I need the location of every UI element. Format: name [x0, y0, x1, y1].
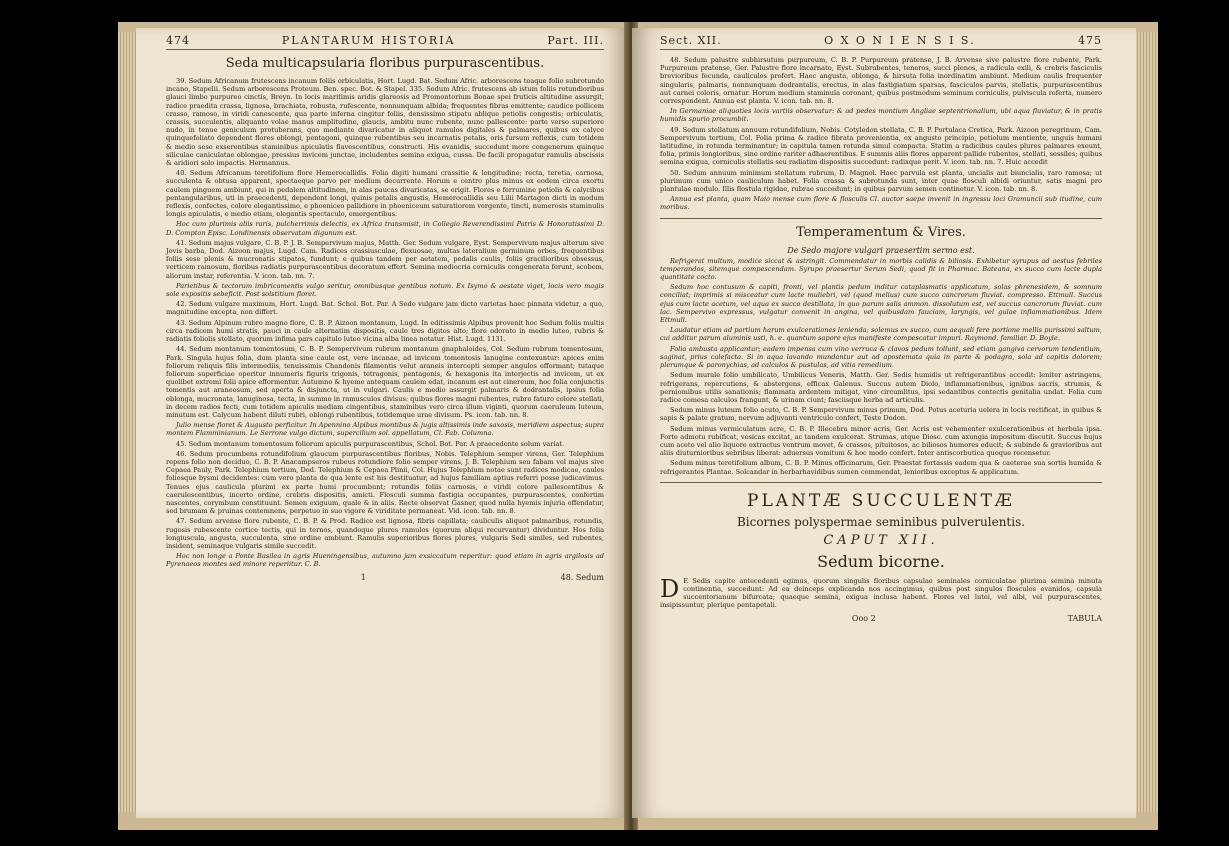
entry-paragraph: In Germaniae aliquoties locis vartiis observatur: & ad pedes montium Angliae septentrionalium, ubi aqua fluviatur, & in pratis humidis spurio procumbit. [660, 107, 1102, 124]
temperament-paragraph: Laudatur etiam ad partium harum exulcerationes lenienda; solemus ex succo, cum aequali fere portione mellis purissimi saltum, cui additur parum aluminis usti, h. e. quantum sapore ejus manifeste compescatur impuri. Raymond. familiar. D. Boyle. [660, 326, 1102, 343]
entry-paragraph: Parietibus & tectorum imbricamentis vulgo seritur, omnibusque gentibus notum. Ex Isymo & aestate viget, locis vero magis sole expositis sebeficit. Post solstitium floret. [166, 281, 604, 299]
temperament-title: Temperamentum & Vires. [796, 224, 966, 240]
part-label: Part. III. [547, 34, 604, 47]
running-header-right [660, 34, 1102, 50]
entry-paragraph: Annua est planta, quam Maio mense cum flore & flosculis Cl. auctor saepe invenit in ingressu loci Gramuncii sub itudine, cum moribus. [660, 195, 1102, 212]
running-title: PLANTARUM HISTORIA [281, 34, 456, 47]
page-footer-right [660, 614, 1102, 623]
entry-paragraph: 47. Sedum arvense flore rubente, C. B. P. & Prod. Radice est lignosa, fibris capillata; cauliculis aliquot palmaribus, rotundis, rugosis rubescente cortice tectis, qui in ternos, quandoque plures ramulos (quorum aliqui recurvantur) dividuntur. Hos folia longiuscula, angusta, succulenta, sine ordine ambiunt. Ramulis superioribus flores plures, vulgaris Sedi similes, sed rubentes, insident, seminaque vulgaris simile succedit. [166, 517, 604, 550]
open-book [118, 22, 1158, 830]
entry-paragraph: 48. Sedum palustre subhirsutum purpureum, C. B. P. Purpureum pratense, J. B. Arvense sive palustre flore rubente, Park. Purpureum pratense, Ger. Palustre flore incarnato, Eyst. Subrubentes, teneros, succi plenos, a radicula exili, & crebris fasciculis brevioribus fecunda, cauliculos profert. Haec angusta, oblonga, & hirsuta folia inordinatim ambiunt. Medium caulis frequenter singularis, palmaris, nonnunquam dodrantalis, erectus, in alas fastigiatum sparsas, fasciculos parvis, stellatis, purpurascentibus aut carnei coloris, ornatur. Horum medium staminula coronant, quibus postmodum seminum corniculis, pulviscula referta, numero correspondent. Annua est planta. V. icon. tab. nn. 8. [660, 56, 1102, 106]
section-label: Sect. XII. [660, 34, 722, 47]
catchword: TABULA [1067, 613, 1102, 623]
entry-paragraph: Hoc non longe a Ponte Basilea in agris Hueningensibus, autumno jam exsiccatum reperitur: quod etiam in agris argilosis ad Pyrenaeos montes sed minore reperiitur. C. B. [166, 552, 604, 569]
intro-paragraph [660, 574, 1102, 610]
left-page [136, 28, 628, 818]
catchword: 48. Sedum [560, 572, 604, 582]
page-edges-left [118, 32, 138, 812]
entry-paragraph: 49. Sedum stellatum annuum rotundifolium, Nobis. Cotyledon stellata, C. B. P. Portulaca Cretica, Park. Aizoon peregrinum, Cam. Sempervivum tertium, Col. Folia prima & radice fibrata provenientia, ex angusto principio, petiolum mentiente, unguis humani latitudine, in rotunda terminantur; in capitula tamen rotunda simul compacta. Statim a radicibus caules plures palmares exeunt, folia, primis longioribus, sine ordine rariter adhaerentibus. E summis aliis flores apparent pallide rubentes, stellati, sessiles; quibus semina exigua, corniculis stellatis seu radiatim dispositis succedunt: radixque perit. V. icon. tab. nn. 7. Huic accedit [660, 125, 1102, 167]
entry-paragraph: 44. Sedum montanum tomentosum, C. B. P. Sempervivum rubrum montanum gnaphaloides, Col. Sedum rubrum tomentosum, Park. Singula hujus folia, dum planta sine caule est, vere incanae, ad invicem tomentosis lanugine contexuntur: apices enim foliorum reliquis filis intermediis, tenuissimis Chandonis filamentis velut araneis intercepti semper angulos efformant; tutaque foliorum superficiae operitur innumeris figuris trigonis, tetragonis, pentagonis, & hexagonis ita interjectis ad invicem, ut ex quolibet extremi folii apice efformentur. Autumno & hyeme antequam caulem edat, incanum est aut cinereum, hoc folia conjunctis tomentis aut araneosum, sed aperta & disjuncta, ut in vulgari. Caulis e medio assurgit palmaris & dodrantalis, ipsius folia oblonga, mucronata, lanuginosa, tecta, in summo in ramusculos divisus: quibus flores magni rubentes, rubro faturo colore stellati, in decem radios fecti, cum totidem apiculis mediam cingentibus, staminibus vero circa illum viginti, quorum caeruleum luteum, minutum est. Calycum habent diluti rubri, oblongi rubentibus, totidemque urae divisum. Ps. icon. tab. nn. 8. [166, 345, 604, 419]
temperament-paragraph: Sedum hoc contusum & capiti, fronti, vel plantis pedum inditur cataplasmatis applicatum, solas phrenesidem, & somnum conciliat; imprimis si misceatur cum lacte muliebri, vel (quod melius) cum succo cancrorum fluviat. compresso. Ettmull. Succus ejus cum lacte acetum, vel aqua ex succo destillata, in quo parum salis ammon. dissolutum est, vel succus cancrorum fluviat. cum lac. Sempervivo expressus, vulgatur convenit in angina, vel quibusdam fauciam, laryngis, vel gulae inflammationibus. Idem Ettmull. [660, 283, 1102, 325]
entry-paragraph: 50. Sedum annuum minimum stellatum rubrum, D. Magnol. Haec parvula est planta, uncialis aut biuncialis, raro ramosa; ut plurimum cum unico cauliculum habet. Folia crassa & subrotunda sunt, inter quae flosculi albidi oriuntur, satis magni pro plantulae modulo. Illis flostula rigidae, rubrae succedunt; in quibus parvum semen continetur. V. icon. tab. nn. 8. [660, 168, 1102, 194]
temperament-paragraph: Sedum minus vermiculatum acre, C. B. P. Illecebra minor acris, Ger. Acris est vehementer exulcerationibus et herbula ipsa. Forte admotu rubificat, vesicas excitat, ac tandem exulcerat. Strumas, atque Diosc. cum axungia impositum discutit. Succus hujus cum aceto vel alio liquore extractus ventrum movet, & crassos, pituitosos, ac biliosos humores educit; & subinde & gravioribus aut aliis diuturnioribus sebribus liberat: aduersus vomitum & hoc modo confert. Inter antiscorbutica quoque recensetur. [660, 424, 1102, 458]
entry-paragraph: 42. Sedum vulgare maximum, Hort. Lugd. Bat. Schol. Bot. Par. A Sedo vulgare jam dicto varietas haec pinnata videtur, a quo, magnitudine excepta, non differt. [166, 300, 604, 317]
entry-paragraph: Hoc cum plurimis aliis raris, pulcherrimis delectis, ex Africa transmisit, in Collegio Reverendissimi Patris & Honoratissimi D. D. Compton Episc. Londinensis observatam digunum est. [166, 220, 604, 237]
entry-paragraph: 45. Sedum montanum tomentosum foliorum apiculis purpurascentibus, Schol. Bot. Par. A praecedente solum variat. [176, 439, 565, 448]
temperament-paragraph: Sedum minus teretifolium album, C. B. P. Minus officinarum, Ger. Praestat fortassis eadem qua & caeterae sua sortis humida & refrigerantes Plantae. Solcandar in herbarhavidibus sumen commendat, lenioribus exceptus & applicatum. [660, 459, 1102, 476]
entry-paragraph: 43. Sedum Alpinum rubro magno flore, C. B. P. Aizoon montanum, Lugd. In editissimis Alpibus provenit hoc Sedum foliis multis circa radicem humi stratis, pauci in caule alternatim dispositis, caule tres digitos alto; flore odorato in medio luteo, rubris & radiatis foliolis stellato, quorum infima pars capitulo luteo vicina alba linea notatur. Hist. Lugd. 1131. [166, 318, 604, 344]
sub-heading: Bicornes polyspermae seminibus pulverulentis. [736, 514, 1026, 529]
right-page [632, 28, 1136, 818]
divider [660, 482, 1102, 483]
temperament-paragraph: Sedum minus luteum folio acuto, C. B. P. Sempervivum minus primum, Dod. Potus aceturia uelera in locis rectificat, in quibus & sapis & palate gratum, nervum adjuvanti ventriculo confert, Teste Dodon. [660, 406, 1102, 423]
running-title: O X O N I E N S I S. [824, 34, 976, 47]
entry-paragraph: 40. Sedum Africanum teretifolium flore Hemerocallidis. Folia digiti humani crassitie & longitudine; recta, teretia, carnosa, succulenta & obtusa apparent, spectaeque parvo per medium decurrente. Horum e centro plus minus ex eodem circa exortu caulem pinguem ambiunt, qui in pedalem altitudinem, in alas paucas divaricatas, se erigit. Flores e ferrumine petiolis & calycibus pentangularibus, uti in praecedenti, dependent longi, quinis petalis angustis, Hemerocallidis seu Lilii Martagon dicti in modum reflexis, confectes, colore elegantissimo, e phoeniceo pallidiore in phoeniceum saturatiorem vergente, tincti, numerosis staminulis longis apiculatis, e medio etiam, elegantis spectaculo, emergentibus. [166, 169, 604, 219]
entry-paragraph: 39. Sedum Africanum frutescens incanum foliis orbiculatis, Hort. Lugd. Bat. Sedum Afric. arborescens teaque folio subrotundo incano, Stapelii. Sedum arborescens Proteum. Ben. spec. Bot. & Stapel. 335. Sedum Afric. frutescens ab istum foliis rotundioribus glauci limbo purpureo cinctis, Breyn. In locis maritimis aridis glareosis ad Promontorium Bonae spei fruticis altitudine assurgit, radice praedita crassa, lignosa, brachiata, robusta, rufescente, nonnunquam albida; frequentes fibras emittente; caudice pollicem crasso, ramoso, in viridi canescente, qua parte inferna cingitur foliis, densissimo stipatu ablique petiolis congestis; orbiculatis, crassis, succulentis, aliquanto volae manus amplitudine, glaucis, ambitu nunc rubente, nunc pallescente: parte verso superiore nudo, in tenue geniculum protuberans, quo mediante divaricatur in aliquot ramulos digitales & palmares, quibus ex calyce quinquefoliato dependent flores oblongi, pentagoni, quinque rubentibus seu incarnatis petalis, oris fursum reflexis, cum totidem & medio sese exserentibus staminibus apiculatis flavescentibus, constructi. His evanidis, succedunt more congenerum quinque siliculae caniculatae oblongae, pressius invicem junctae, includentes semina exigua, cussa. De facili propagatur ramulis abscissis & aridiori solo impactis. Hermannus. [166, 77, 604, 168]
entry-paragraph: Julio mense floret & Augusto perficitur. In Apennino Alpibus montibus & jugis altissimis inde saxosis, meridiem aspectus; supra montem Flamminianum. Le Serrone vulgo dictum, supercilium sol. appellatum, Cl. Fab. Columna. [166, 421, 604, 438]
page-number: 474 [166, 34, 190, 47]
main-heading: PLANTÆ SUCCULENTÆ [747, 490, 1015, 511]
temperament-paragraph: Sedum murale folio umbilicato, Umbilicus Veneris, Matth. Ger. Sedis humidis ut refrigerantibus accedit: leniter astringens, refrigerans, repercutiens, & abstergens, efficax Galenus. Succus autem Diolo, inflammationibus, ignibus sacris, strumis, & perniomibus utilis sanationis; flammata ardentem mitigat, vino circumlitus, ipsi sedantibus contectis genitalia undat. Folia cum radice comesa calculos frangunt, & urinam ciunt; fasciisque herba ad articulis. [660, 371, 1102, 404]
temperament-subtitle: De Sedo majore vulgari praesertim sermo est. [787, 245, 975, 255]
entry-paragraph: 46. Sedum procumbens rotundifolium glaucum purpurascentibus floribus, Nobis. Telephium semper virens, Ger. Telephium repens folio non deciduo, C. B. P. Anacampseros rubeus rotundiore folio semper virens, J. B. Telephium seu fabam vel majus sive Cepaea Pauly, Park. Telephium tertium, Dod. Telephium & Cepaea Plinii, Col. Hujus Telephium notae sunt radices modicae, caules foliosque bysmi decidentes: cum vero planta de qua lente est his destituatur, ad hujus familiam aptius referri posse judicavimus. Tenues ejus caulicula plurimi ex parte humi procumbunt; rotundis foliis carnosis, e viridi colore pallescentibus & caerulescentibus, incerto ordine, crebris dispositis, amicti. Flosculi summa fastigia occupantes, purpurascentes, confertim nascentes, corymbum constituunt. Semen exiguum, quale & in aliis. Recte observat Gasner, quod nulla hyemis injuria offendatur, sed brumam & pruinas contemnens, perpetuo in suo vigore & viriditate permaneat. Vid. icon. tab. nn. 8. [166, 449, 604, 516]
running-header-left [166, 34, 604, 50]
signature-mark: 1 [360, 572, 366, 582]
intro-text: E Sedis capite antecedenti egimus, quorum singulis floribus capsulae seminales corniculatae plurima semina minuta continentia, succedunt: Ad ea deinceps explicanda nos accingimus, quibus post singulos flosculos evanidos, capsula succentorianum bifurcata; quaeque semina, exigua inclusa habent. Flores vel lutei, vel albi, vel purpurascentes, insipissuntur, plerique pentapetali. [660, 576, 1102, 610]
signature-mark: Ooo 2 [851, 613, 876, 623]
drop-cap: D [660, 574, 680, 603]
chapter-heading: CAPUT XII. [823, 532, 939, 548]
divider [660, 218, 1102, 219]
entry-paragraph: 41. Sedum majus vulgare, C. B. P. J. B. Sempervivum majus, Matth. Ger. Sedum vulgare, Eyst. Sempervivum majus alterum sive Jovis barba, Dod. Aizoon majus, Lugd. Cam. Radices crassiusculae, flexuosae, multas lateralium germinum orbes, frequentibus foliis sese plenis & mucronatis stipatos, fundunt; e quibus tandem per aetatem, pedalis caulis, foliis gracilioribus obsessus, verticem ramosum, floribus radiatis purpurascentibus decoratum effert. Semina mediocria corniculis congenerata ferunt, scobem, aliorum instar, referentia. V. icon. tab. nn. 7. [166, 238, 604, 280]
temperament-paragraph: Folia ambusta applicantur; eadem impensa cum vino verruca & clavos pedum tollunt, sed etiam gangiva cervorum tendentium, saginat, prius calefacta. Si in aqua lavando mundantur aut ad apostemata quia in parte & podagra, sola ad capitis dolorem; plerumque & paronychias, ad calculos & pustulas, ad vitia remedium. [660, 344, 1102, 370]
temperament-paragraph: Refrigerat multum, modice siccat & astringit. Commendatur in morbis calidis & biliosis. Exhibetur syrupus ad aestus febriles temperandos, sitemque compescendam. Syrupo praesertur Serum Sedi, quod fit in Pharmac. Bateana, ex succo cum lacte dupla quantitate cocto. [660, 256, 1102, 282]
chapter-title: Sedum bicorne. [817, 551, 945, 571]
section-title: Seda multicapsularia floribus purpurascentibus. [225, 56, 545, 71]
page-footer-left [166, 573, 604, 582]
page-number: 475 [1078, 34, 1102, 47]
